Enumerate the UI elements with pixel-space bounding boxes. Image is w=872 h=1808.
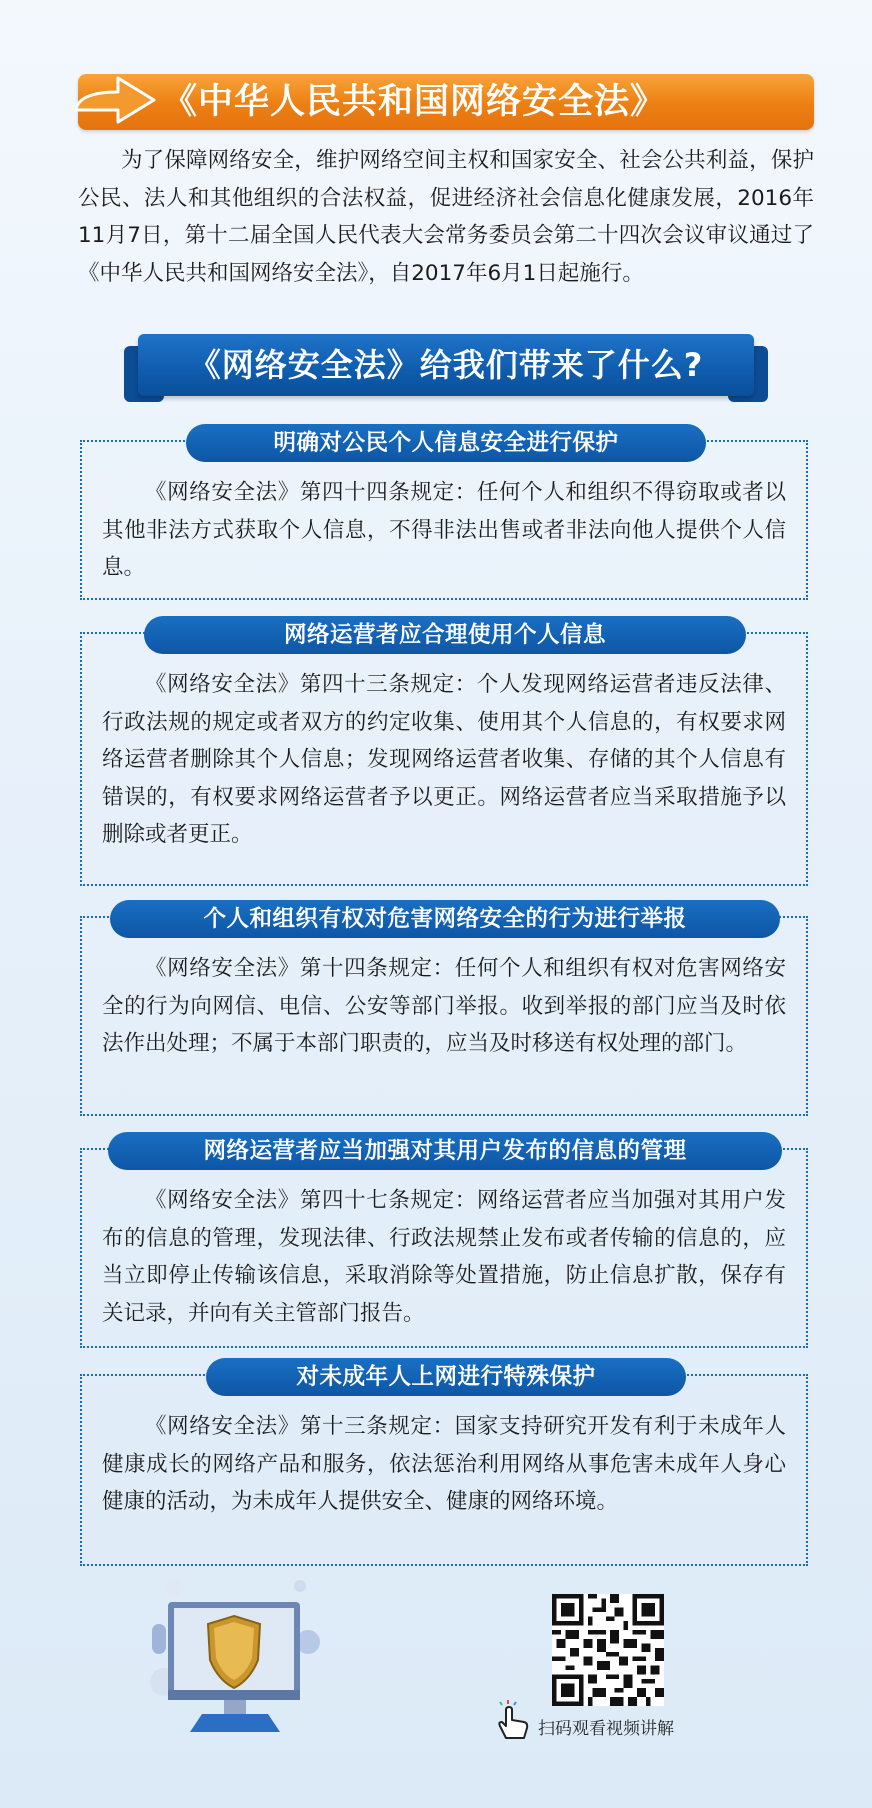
section-body: 《网络安全法》第四十三条规定：个人发现网络运营者违反法律、行政法规的规定或者双方的约定收集、使用其个人信息的，有权要求网络运营者删除其个人信息；发现网络运营者收集、存储的其个人信息有错误的，有权要求网络运营者予以更正。网络运营者应当采取措施予以删除或者更正。 [102, 672, 786, 847]
page-title: 《中华人民共和国网络安全法》 [162, 82, 667, 122]
section-body: 《网络安全法》第四十四条规定：任何个人和组织不得窃取或者以其他非法方式获取个人信息，不得非法出售或者非法向他人提供个人信息。 [102, 480, 786, 580]
section-body: 《网络安全法》第十三条规定：国家支持研究开发有利于未成年人健康成长的网络产品和服务，依法惩治利用网络从事危害未成年人身心健康的活动，为未成年人提供安全、健康的网络环境。 [102, 1414, 786, 1514]
section-report-rights [80, 906, 808, 1116]
section-user-info-management [80, 1138, 808, 1348]
section-heading: 网络运营者应当加强对其用户发布的信息的管理 [108, 1132, 782, 1170]
section-heading: 网络运营者应合理使用个人信息 [144, 616, 746, 654]
qr-code [552, 1594, 664, 1706]
section-body: 《网络安全法》第十四条规定：任何个人和组织有权对危害网络安全的行为向网信、电信、公安等部门举报。收到举报的部门应当及时依法作出处理；不属于本部门职责的，应当及时移送有权处理的部门。 [102, 956, 786, 1056]
section-personal-info-protection [80, 430, 808, 600]
qr-caption: 扫码观看视频讲解 [538, 1719, 674, 1739]
section-heading: 明确对公民个人信息安全进行保护 [186, 424, 706, 462]
subtitle: 《网络安全法》给我们带来了什么? [188, 346, 704, 384]
arrow-right-icon [72, 66, 162, 132]
section-heading: 个人和组织有权对危害网络安全的行为进行举报 [110, 900, 780, 938]
section-reasonable-use [80, 622, 808, 886]
section-minor-protection [80, 1364, 808, 1566]
subtitle-ribbon [128, 334, 764, 404]
hand-pointer-icon [494, 1698, 536, 1742]
section-heading: 对未成年人上网进行特殊保护 [206, 1358, 686, 1396]
computer-shield-icon [150, 1572, 322, 1742]
intro-paragraph: 为了保障网络安全，维护网络空间主权和国家安全、社会公共利益，保护公民、法人和其他组织的合法权益，促进经济社会信息化健康发展，2016年11月7日，第十二届全国人民代表大会常务委员会第二十四次会议审议通过了《中华人民共和国网络安全法》，自2017年6月1日起施行。 [78, 148, 814, 286]
title-banner [78, 74, 814, 130]
section-body: 《网络安全法》第四十七条规定：网络运营者应当加强对其用户发布的信息的管理，发现法律、行政法规禁止发布或者传输的信息的，应当立即停止传输该信息，采取消除等处置措施，防止信息扩散，保存有关记录，并向有关主管部门报告。 [102, 1188, 786, 1326]
